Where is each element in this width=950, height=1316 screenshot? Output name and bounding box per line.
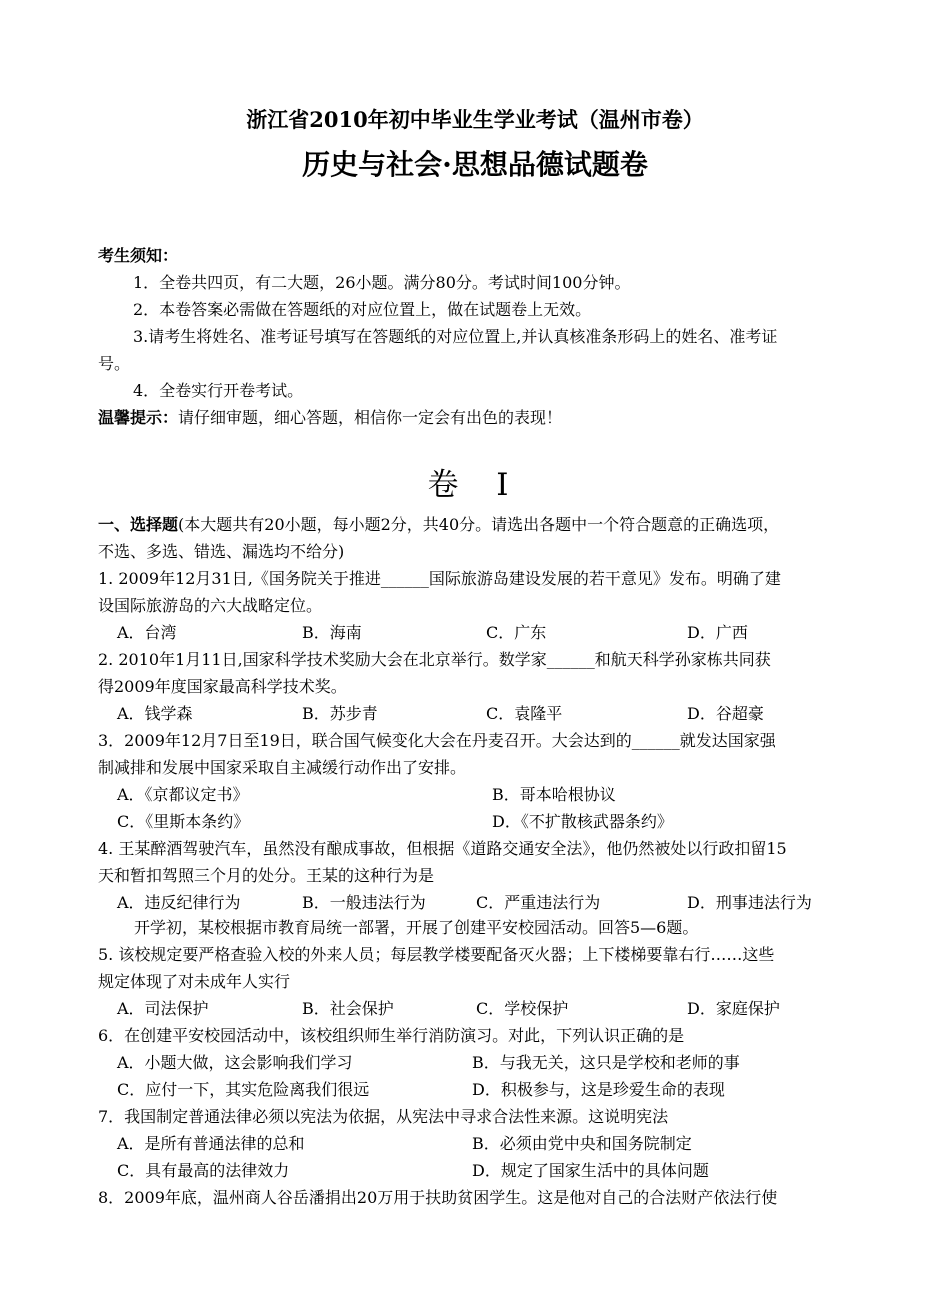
notice-heading: 考生须知： [98, 246, 179, 265]
option-a: A．台湾 [117, 623, 177, 642]
question-stem: 得2009年度国家最高科学技术奖。 [98, 677, 347, 696]
section-label: 一、选择题 [98, 515, 179, 534]
question-stem: 规定体现了对未成年人实行 [98, 972, 291, 991]
option-b: B．海南 [302, 623, 362, 642]
question-stem: 7．我国制定普通法律必须以宪法为依据，从宪法中寻求合法性来源。这说明宪法 [98, 1107, 669, 1126]
option-d: D．积极参与，这是珍爱生命的表现 [472, 1080, 725, 1099]
option-d: D．谷超豪 [687, 704, 764, 723]
question-stem: 天和暂扣驾照三个月的处分。王某的这种行为是 [98, 866, 435, 885]
question-stem: 4. 王某醉酒驾驶汽车，虽然没有酿成事故，但根据《道路交通安全法》，他仍然被处以行政扣留15 [98, 839, 787, 858]
warm-tip-label: 温馨提示： [98, 408, 179, 427]
section-desc-line: 不选、多选、错选、漏选均不给分) [98, 542, 345, 561]
option-c: C．严重违法行为 [476, 893, 601, 912]
volume-title: 卷 I [427, 467, 523, 503]
notice-item: 号。 [98, 354, 131, 373]
exam-subtitle: 历史与社会·思想品德试题卷 [302, 148, 648, 181]
question-stem: 2. 2010年1月11日,国家科学技术奖励大会在北京举行。数学家______和航天科学孙家栋共同获 [98, 650, 771, 669]
option-d: D．《不扩散核武器条约》 [492, 812, 673, 831]
option-c: C．应付一下，其实危险离我们很远 [117, 1080, 370, 1099]
option-a: A．钱学森 [117, 704, 193, 723]
option-c: C．袁隆平 [486, 704, 563, 723]
question-stem: 5. 该校规定要严格查验入校的外来人员；每层教学楼要配备灭火器；上下楼梯要靠右行……这些 [98, 945, 775, 964]
exam-title: 浙江省2010年初中毕业生学业考试（温州市卷） [246, 107, 704, 132]
option-c: C．《里斯本条约》 [117, 812, 250, 831]
question-stem: 6．在创建平安校园活动中，该校组织师生举行消防演习。对此，下列认识正确的是 [98, 1026, 685, 1045]
question-stem: 1. 2009年12月31日,《国务院关于推进______国际旅游岛建设发展的若干意见》发布。明确了建 [98, 569, 781, 588]
option-c: C．学校保护 [476, 999, 569, 1018]
option-a: A．违反纪律行为 [117, 893, 241, 912]
option-a: A．司法保护 [117, 999, 209, 1018]
option-b: B．苏步青 [302, 704, 378, 723]
option-a: A．小题大做，这会影响我们学习 [117, 1053, 353, 1072]
option-a: A．是所有普通法律的总和 [117, 1134, 305, 1153]
option-c: C．广东 [486, 623, 547, 642]
question-stem: 3．2009年12月7日至19日，联合国气候变化大会在丹麦召开。大会达到的______就发达国家强 [98, 731, 776, 750]
option-d: D．刑事违法行为 [687, 893, 812, 912]
option-c: C．具有最高的法律效力 [117, 1161, 290, 1180]
warm-tip-text: 请仔细审题，细心答题，相信你一定会有出色的表现！ [178, 408, 563, 427]
notice-item: 2．本卷答案必需做在答题纸的对应位置上，做在试题卷上无效。 [133, 300, 592, 319]
option-b: B．与我无关，这只是学校和老师的事 [472, 1053, 740, 1072]
notice-item: 1．全卷共四页，有二大题，26小题。满分80分。考试时间100分钟。 [133, 273, 631, 292]
option-d: D．广西 [687, 623, 748, 642]
option-b: B．社会保护 [302, 999, 394, 1018]
question-stem: 8．2009年底，温州商人谷岳潘捐出20万用于扶助贫困学生。这是他对自己的合法财产依法行使 [98, 1188, 778, 1207]
question-stem: 设国际旅游岛的六大战略定位。 [98, 596, 323, 615]
warm-tip [98, 406, 562, 430]
option-d: D．家庭保护 [687, 999, 780, 1018]
option-b: B．必须由党中央和国务院制定 [472, 1134, 692, 1153]
option-b: B．哥本哈根协议 [492, 785, 616, 804]
notice-item: 4．全卷实行开卷考试。 [133, 381, 304, 400]
question-context: 开学初，某校根据市教育局统一部署，开展了创建平安校园活动。回答5—6题。 [134, 918, 699, 937]
question-stem: 制减排和发展中国家采取自主减缓行动作出了安排。 [98, 758, 467, 777]
section-desc: (本大题共有20小题，每小题2分，共40分。请选出各题中一个符合题意的正确选项， [178, 515, 780, 534]
option-a: A．《京都议定书》 [117, 785, 249, 804]
notice-item: 3.请考生将姓名、准考证号填写在答题纸的对应位置上,并认真核准条形码上的姓名、准考证 [133, 327, 778, 346]
option-d: D．规定了国家生活中的具体问题 [472, 1161, 709, 1180]
option-b: B．一般违法行为 [302, 893, 426, 912]
section-header [98, 513, 779, 537]
